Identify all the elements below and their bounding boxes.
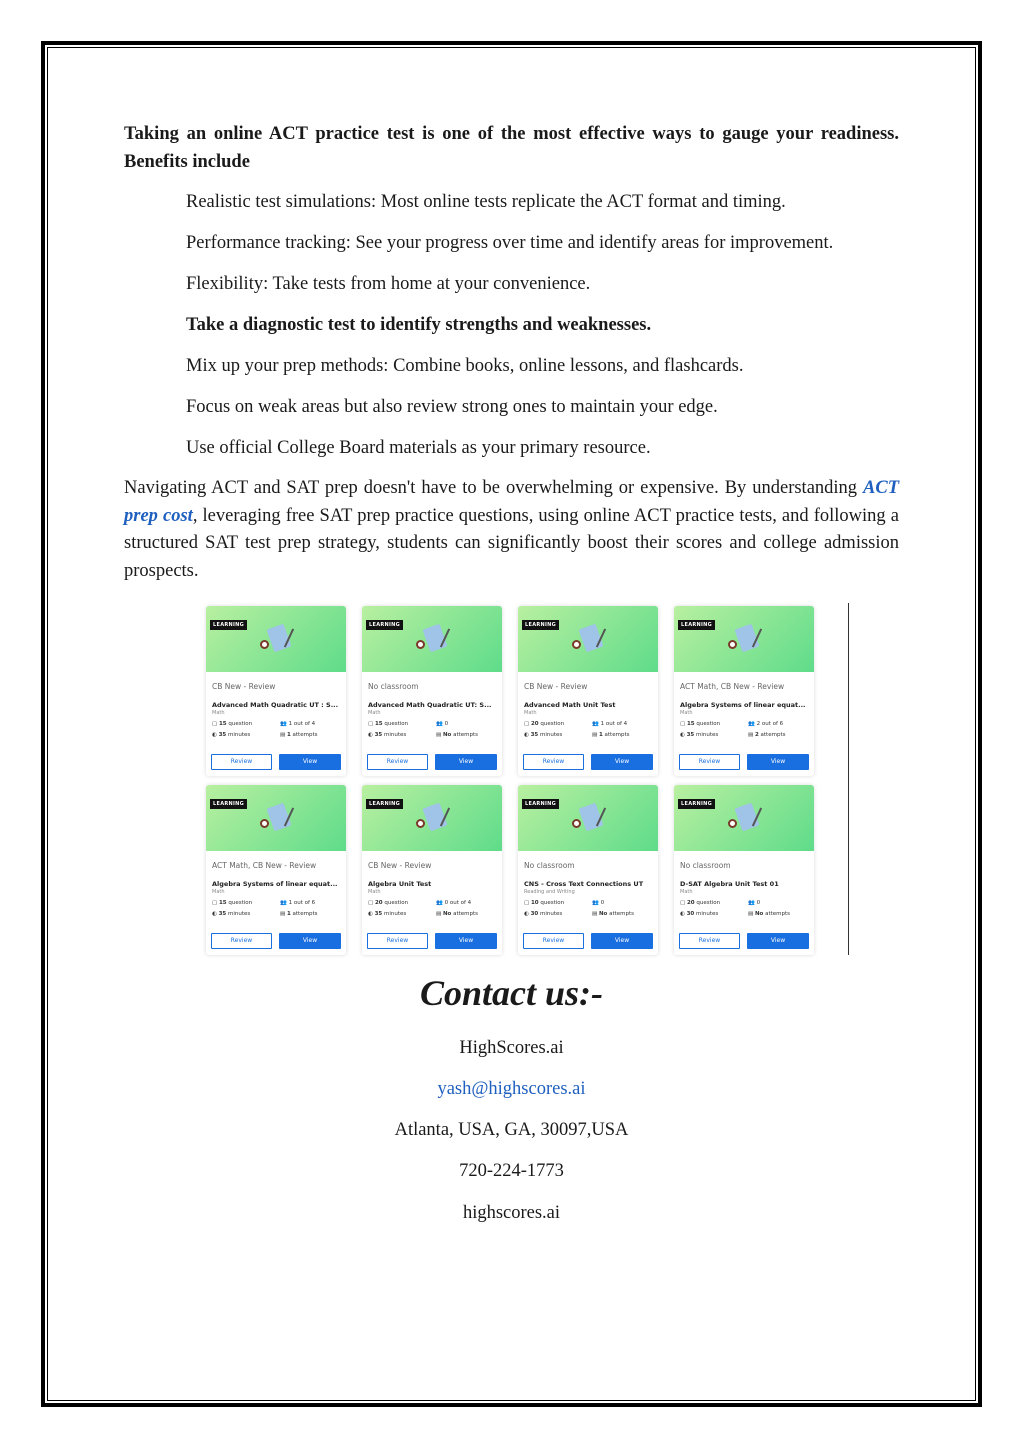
view-button[interactable]: View	[591, 933, 653, 949]
contact-phone: 720-224-1773	[459, 1161, 564, 1181]
contact-email[interactable]: yash@highscores.ai	[437, 1079, 586, 1099]
duration: ◐ 35 minutes	[212, 732, 251, 738]
card-title: Algebra Unit Test	[368, 880, 432, 888]
card-actions	[523, 933, 653, 949]
intro-paragraph: Taking an online ACT practice test is one of the most effective ways to gauge your readiness. Benefits include	[124, 124, 899, 172]
attempts-count: ▤ 2 attempts	[748, 732, 786, 738]
contact-company: HighScores.ai	[459, 1038, 564, 1058]
card-banner	[674, 785, 814, 851]
act-prep-cost-link[interactable]: ACT prep cost	[124, 478, 899, 526]
card-subject: Math	[680, 710, 693, 716]
review-button[interactable]: Review	[211, 754, 272, 770]
card-title: Advanced Math Unit Test	[524, 701, 616, 709]
benefits-list	[124, 188, 899, 463]
test-card	[674, 785, 814, 955]
test-card	[518, 606, 658, 776]
review-button[interactable]: Review	[523, 933, 584, 949]
card-actions	[679, 933, 809, 949]
card-subject: Reading and Writing	[524, 889, 575, 895]
learning-tag: LEARNING	[522, 620, 559, 630]
users-count: 👥 2 out of 6	[748, 721, 784, 727]
test-card	[206, 785, 346, 955]
test-card	[206, 606, 346, 776]
view-button[interactable]: View	[747, 754, 809, 770]
duration: ◐ 35 minutes	[368, 911, 407, 917]
card-title: CNS - Cross Text Connections UT	[524, 880, 644, 888]
view-button[interactable]: View	[591, 754, 653, 770]
summary-text-before: Navigating ACT and SAT prep doesn't have to be overwhelming or expensive. By understanding	[124, 478, 864, 498]
review-button[interactable]: Review	[367, 933, 428, 949]
benefit-item: Take a diagnostic test to identify strengths and weaknesses.	[186, 315, 652, 335]
review-button[interactable]: Review	[367, 754, 428, 770]
attempts-count: ▤ 1 attempts	[592, 732, 630, 738]
duration: ◐ 35 minutes	[680, 732, 719, 738]
question-count: ▢ 15 question	[680, 721, 721, 727]
users-count: 👥 0	[436, 721, 449, 727]
contact-title: Contact us:-	[419, 973, 604, 1013]
card-subject: Math	[368, 889, 381, 895]
contact-website[interactable]: highscores.ai	[462, 1203, 561, 1223]
study-illustration-icon	[570, 801, 614, 837]
card-actions	[211, 754, 341, 770]
card-actions	[367, 933, 497, 949]
users-count: 👥 1 out of 4	[592, 721, 628, 727]
card-subject: Math	[212, 710, 225, 716]
card-subject: Math	[368, 710, 381, 716]
duration: ◐ 35 minutes	[212, 911, 251, 917]
question-count: ▢ 15 question	[212, 721, 253, 727]
review-button[interactable]: Review	[679, 933, 740, 949]
study-illustration-icon	[726, 801, 770, 837]
card-actions	[523, 754, 653, 770]
card-title: D-SAT Algebra Unit Test 01	[680, 880, 779, 888]
users-count: 👥 1 out of 4	[280, 721, 316, 727]
card-stats	[524, 900, 658, 922]
summary-text-after: , leveraging free SAT prep practice questions, using online ACT practice tests, and following a structured SAT test prep strategy, students can significantly boost their scores and college admission prospects.	[124, 505, 899, 581]
users-count: 👥 0	[748, 900, 761, 906]
users-count: 👥 0 out of 4	[436, 900, 472, 906]
summary-paragraph	[124, 475, 899, 585]
card-title: Advanced Math Quadratic UT : S...	[212, 701, 339, 709]
test-card	[362, 606, 502, 776]
card-stats	[212, 900, 346, 922]
card-banner	[206, 785, 346, 851]
card-stats	[680, 721, 814, 743]
card-classroom: ACT Math, CB New - Review	[212, 861, 317, 870]
learning-tag: LEARNING	[210, 620, 247, 630]
card-title: Algebra Systems of linear equat...	[680, 701, 806, 709]
question-count: ▢ 20 question	[524, 721, 565, 727]
duration: ◐ 35 minutes	[368, 732, 407, 738]
question-count: ▢ 15 question	[368, 721, 409, 727]
question-count: ▢ 10 question	[524, 900, 565, 906]
study-illustration-icon	[258, 801, 302, 837]
study-illustration-icon	[414, 801, 458, 837]
view-button[interactable]: View	[279, 933, 341, 949]
test-card	[518, 785, 658, 955]
card-classroom: No classroom	[680, 861, 731, 870]
question-count: ▢ 20 question	[368, 900, 409, 906]
study-illustration-icon	[414, 622, 458, 658]
test-card	[362, 785, 502, 955]
card-classroom: CB New - Review	[212, 682, 276, 691]
learning-tag: LEARNING	[366, 620, 403, 630]
learning-tag: LEARNING	[210, 799, 247, 809]
contact-address: Atlanta, USA, GA, 30097,USA	[394, 1120, 629, 1140]
card-stats	[368, 721, 502, 743]
question-count: ▢ 20 question	[680, 900, 721, 906]
test-cards-screenshot	[203, 603, 849, 955]
card-subject: Math	[680, 889, 693, 895]
review-button[interactable]: Review	[523, 754, 584, 770]
benefit-item: Mix up your prep methods: Combine books, online lessons, and flashcards.	[186, 356, 744, 376]
card-actions	[211, 933, 341, 949]
view-button[interactable]: View	[747, 933, 809, 949]
card-banner	[206, 606, 346, 672]
article-body	[124, 120, 899, 585]
benefit-item: Focus on weak areas but also review strong ones to maintain your edge.	[186, 397, 718, 417]
card-actions	[367, 754, 497, 770]
attempts-count: ▤ 1 attempts	[280, 732, 318, 738]
duration: ◐ 30 minutes	[524, 911, 563, 917]
benefit-item: Performance tracking: See your progress over time and identify areas for improvement.	[186, 233, 834, 253]
view-button[interactable]: View	[435, 933, 497, 949]
benefit-item: Use official College Board materials as your primary resource.	[186, 438, 651, 458]
card-subject: Math	[524, 710, 537, 716]
attempts-count: ▤ No attempts	[748, 911, 791, 917]
attempts-count: ▤ No attempts	[592, 911, 635, 917]
attempts-count: ▤ No attempts	[436, 911, 479, 917]
card-title: Algebra Systems of linear equat...	[212, 880, 338, 888]
card-title: Advanced Math Quadratic UT: S...	[368, 701, 492, 709]
view-button[interactable]: View	[279, 754, 341, 770]
users-count: 👥 0	[592, 900, 605, 906]
card-classroom: No classroom	[524, 861, 575, 870]
card-stats	[680, 900, 814, 922]
card-classroom: CB New - Review	[524, 682, 588, 691]
learning-tag: LEARNING	[522, 799, 559, 809]
card-banner	[518, 606, 658, 672]
attempts-count: ▤ 1 attempts	[280, 911, 318, 917]
study-illustration-icon	[570, 622, 614, 658]
test-card	[674, 606, 814, 776]
card-classroom: CB New - Review	[368, 861, 432, 870]
card-banner	[518, 785, 658, 851]
review-button[interactable]: Review	[211, 933, 272, 949]
card-actions	[679, 754, 809, 770]
card-stats	[212, 721, 346, 743]
card-banner	[674, 606, 814, 672]
duration: ◐ 30 minutes	[680, 911, 719, 917]
card-banner	[362, 785, 502, 851]
card-subject: Math	[212, 889, 225, 895]
card-stats	[524, 721, 658, 743]
card-classroom: ACT Math, CB New - Review	[680, 682, 785, 691]
learning-tag: LEARNING	[678, 799, 715, 809]
card-stats	[368, 900, 502, 922]
benefit-item: Flexibility: Take tests from home at your convenience.	[186, 274, 591, 294]
card-classroom: No classroom	[368, 682, 419, 691]
view-button[interactable]: View	[435, 754, 497, 770]
question-count: ▢ 15 question	[212, 900, 253, 906]
card-banner	[362, 606, 502, 672]
attempts-count: ▤ No attempts	[436, 732, 479, 738]
learning-tag: LEARNING	[366, 799, 403, 809]
benefit-item: Realistic test simulations: Most online tests replicate the ACT format and timing.	[186, 192, 786, 212]
users-count: 👥 1 out of 6	[280, 900, 316, 906]
review-button[interactable]: Review	[679, 754, 740, 770]
duration: ◐ 35 minutes	[524, 732, 563, 738]
study-illustration-icon	[258, 622, 302, 658]
learning-tag: LEARNING	[678, 620, 715, 630]
study-illustration-icon	[726, 622, 770, 658]
